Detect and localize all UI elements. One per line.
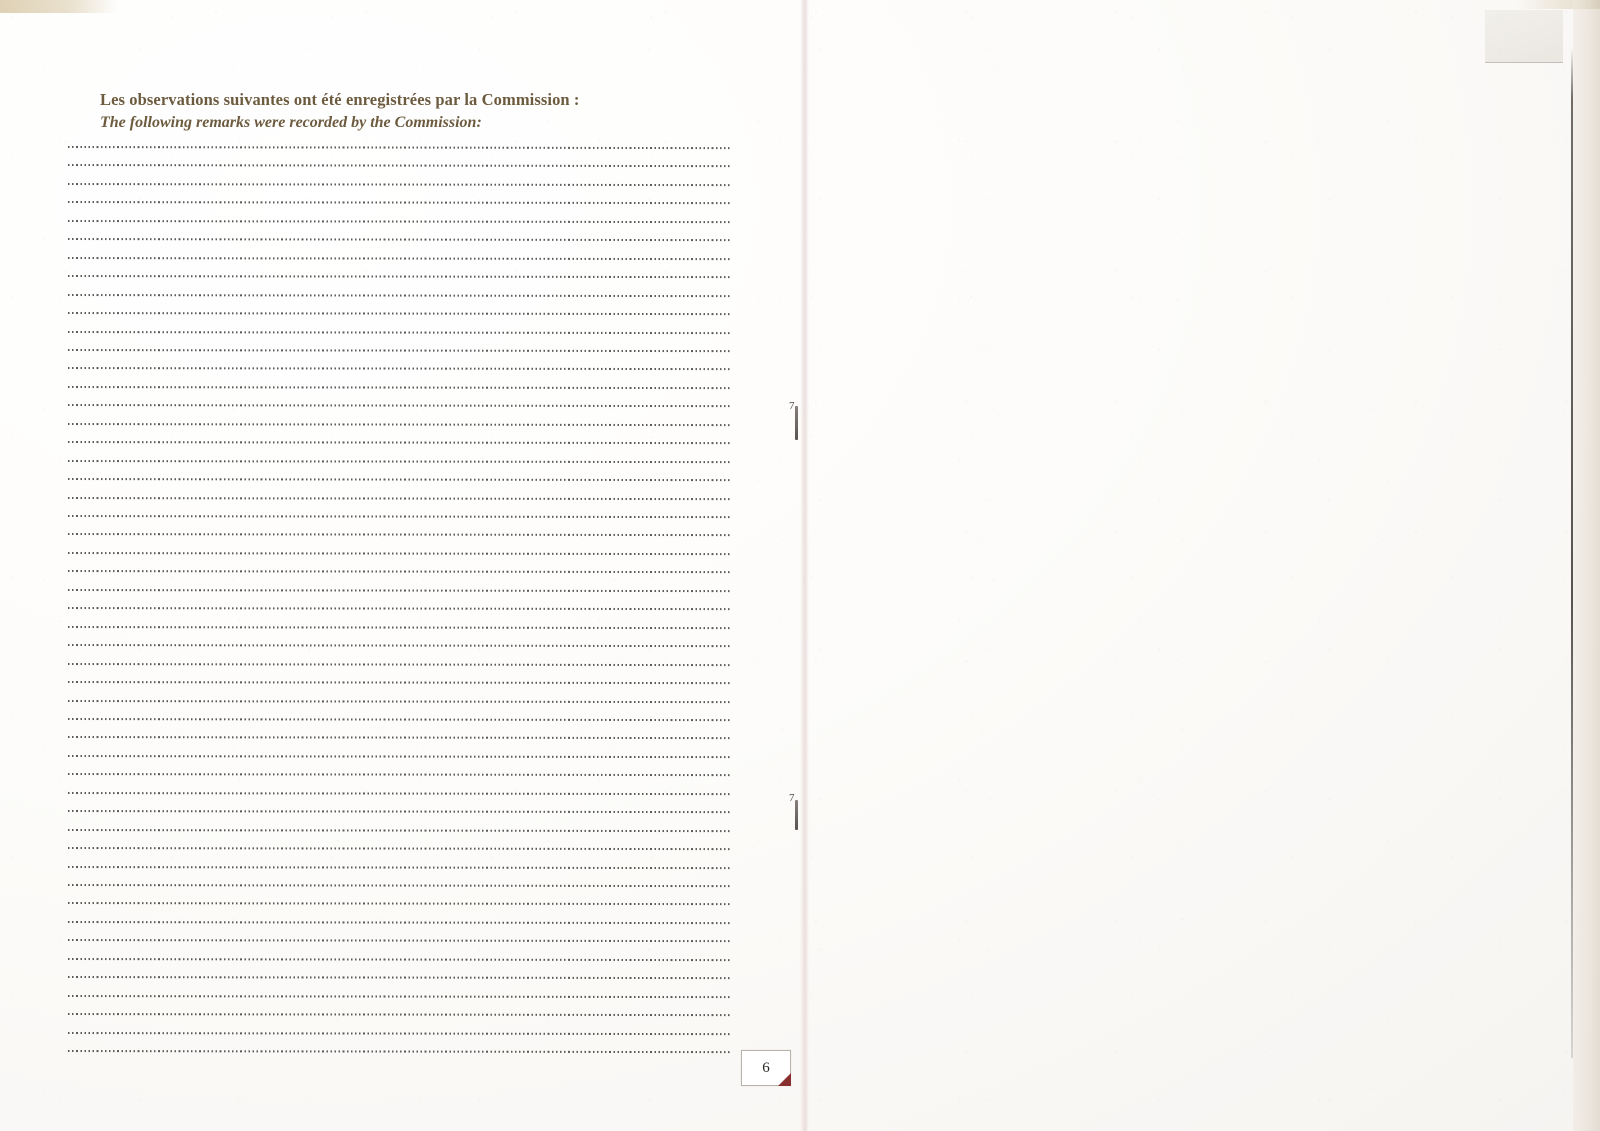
observations-heading xyxy=(100,90,720,132)
blank-rule-line[interactable] xyxy=(68,294,730,297)
blank-rule-line[interactable] xyxy=(68,423,730,426)
blank-rule-line[interactable] xyxy=(68,552,730,555)
blank-rule-line[interactable] xyxy=(68,441,730,444)
page-number-left xyxy=(741,1050,791,1086)
blank-rule-line[interactable] xyxy=(68,497,730,500)
blank-rule-line[interactable] xyxy=(68,958,730,961)
blank-rule-line[interactable] xyxy=(68,1013,730,1016)
blank-rule-line[interactable] xyxy=(68,570,730,573)
blank-rule-line[interactable] xyxy=(68,460,730,463)
blank-rule-line[interactable] xyxy=(68,257,730,260)
blank-rule-line[interactable] xyxy=(68,663,730,666)
blank-rule-line[interactable] xyxy=(68,404,730,407)
blank-rule-line[interactable] xyxy=(68,939,730,942)
blank-rule-line[interactable] xyxy=(68,164,730,167)
observations-heading-fr: Les observations suivantes ont été enregistrées par la Commission : xyxy=(100,90,580,109)
blank-rule-line[interactable] xyxy=(68,976,730,979)
blank-rule-line[interactable] xyxy=(68,146,730,149)
blank-rule-line[interactable] xyxy=(68,626,730,629)
blank-rule-line[interactable] xyxy=(68,847,730,850)
blank-rule-line[interactable] xyxy=(68,220,730,223)
blank-rule-line[interactable] xyxy=(68,349,730,352)
gutter-stray-mark-lower: 7 xyxy=(789,792,795,804)
blank-rule-line[interactable] xyxy=(68,773,730,776)
blank-rule-line[interactable] xyxy=(68,792,730,795)
blank-rule-line[interactable] xyxy=(68,386,730,389)
blank-rule-line[interactable] xyxy=(68,995,730,998)
blank-rule-line[interactable] xyxy=(68,884,730,887)
blank-rule-line[interactable] xyxy=(68,515,730,518)
blank-rule-line[interactable] xyxy=(68,829,730,832)
blank-rule-line[interactable] xyxy=(68,183,730,186)
blank-rule-line[interactable] xyxy=(68,1050,730,1053)
blank-rule-line[interactable] xyxy=(68,866,730,869)
blank-rule-line[interactable] xyxy=(68,736,730,739)
gutter-stray-mark-upper: 7 xyxy=(789,400,795,412)
staple-mark-lower xyxy=(795,800,798,830)
blank-rule-line[interactable] xyxy=(68,644,730,647)
blank-rule-line[interactable] xyxy=(68,718,730,721)
blank-rule-line[interactable] xyxy=(68,312,730,315)
blank-rule-line[interactable] xyxy=(68,755,730,758)
blank-rule-line[interactable] xyxy=(68,533,730,536)
blank-rule-line[interactable] xyxy=(68,201,730,204)
blank-rule-line[interactable] xyxy=(68,331,730,334)
blank-rule-line[interactable] xyxy=(68,238,730,241)
blank-rule-line[interactable] xyxy=(68,681,730,684)
page-corner-icon xyxy=(778,1073,791,1086)
blank-rule-line[interactable] xyxy=(68,478,730,481)
blank-rule-line[interactable] xyxy=(68,1032,730,1035)
blank-rule-line[interactable] xyxy=(68,810,730,813)
blank-rule-line[interactable] xyxy=(68,367,730,370)
blank-rule-line[interactable] xyxy=(68,589,730,592)
blank-rule-line[interactable] xyxy=(68,902,730,905)
right-page xyxy=(808,0,1600,1131)
observations-heading-en: The following remarks were recorded by the Commission: xyxy=(100,114,482,131)
blank-rule-line[interactable] xyxy=(68,275,730,278)
blank-rule-line[interactable] xyxy=(68,921,730,924)
blank-rule-line[interactable] xyxy=(68,700,730,703)
blank-rule-line[interactable] xyxy=(68,607,730,610)
page-number-left-value: 6 xyxy=(762,1059,770,1076)
